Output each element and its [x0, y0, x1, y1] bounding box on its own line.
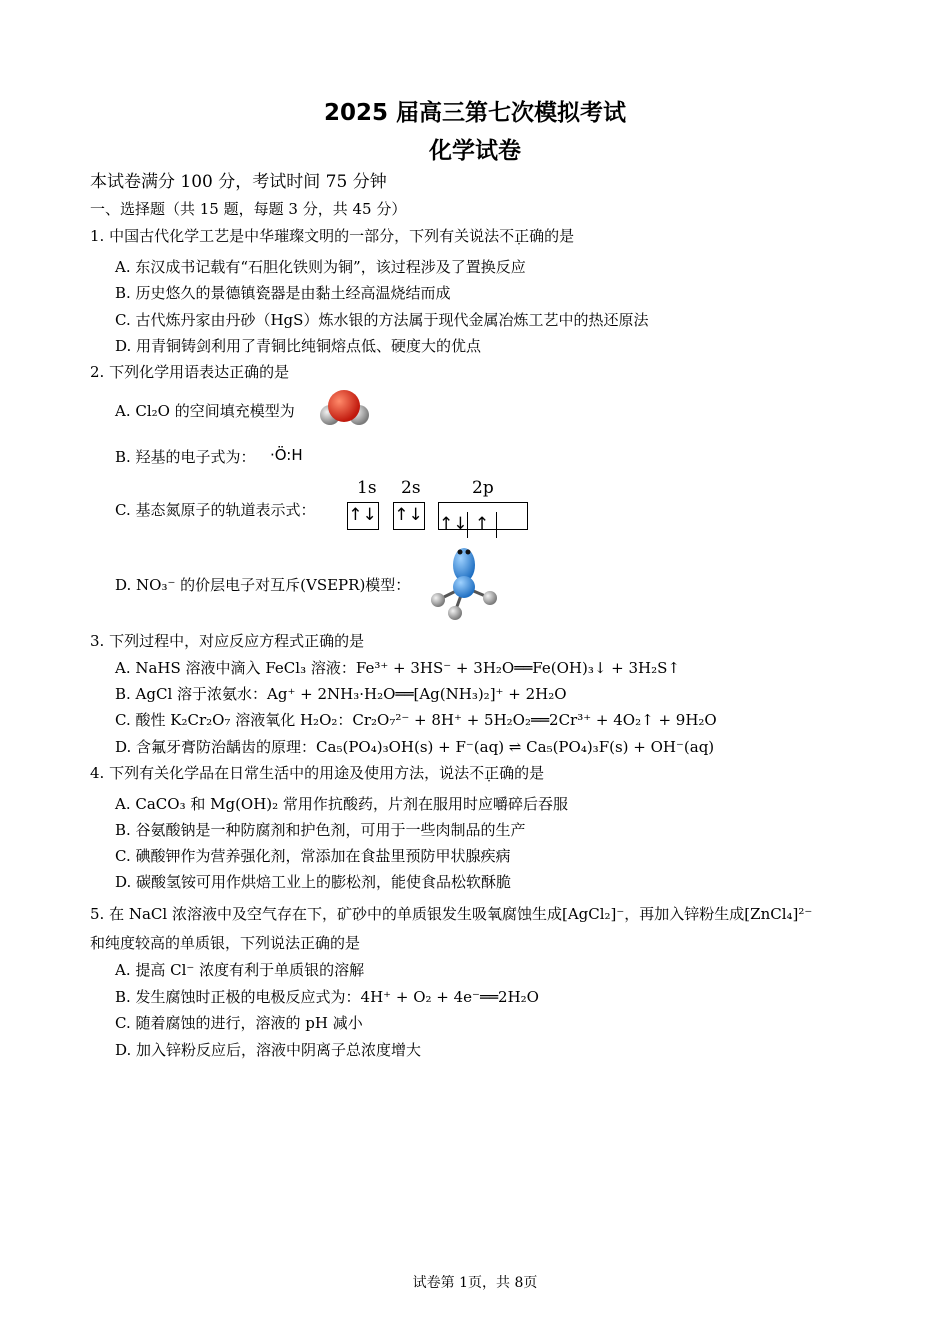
q4-option-d: D. 碳酸氢铵可用作烘焙工业上的膨松剂，能使食品松软酥脆	[115, 873, 512, 891]
q4-option-c: C. 碘酸钾作为营养强化剂，常添加在食盐里预防甲状腺疾病	[115, 847, 511, 865]
orbital-2p-2: ↑	[468, 512, 497, 538]
exam-meta: 本试卷满分 100 分，考试时间 75 分钟	[90, 172, 387, 192]
q1-option-a: A. 东汉成书记载有“石胆化铁则为铜”，该过程涉及了置换反应	[115, 258, 526, 276]
orbital-box-2p	[438, 502, 528, 534]
orbital-2p-1: ↑↓	[439, 512, 468, 538]
q3-option-b: B. AgCl 溶于浓氨水：Ag⁺ + 2NH₃·H₂O══[Ag(NH₃)₂]⁺ + 2H₂O	[115, 685, 567, 703]
orbital-2s-electrons: ↑↓	[394, 505, 423, 525]
q5-stem-line1: 5. 在 NaCl 浓溶液中及空气存在下，矿砂中的单质银发生吸氧腐蚀生成[AgCl₂]⁻，再加入锌粉生成[ZnCl₄]²⁻	[90, 905, 813, 923]
q2-option-c: C. 基态氮原子的轨道表示式：	[115, 501, 316, 519]
vsepr-model-image	[426, 543, 502, 623]
q2-option-b: B. 羟基的电子式为：	[115, 448, 256, 466]
page-footer: 试卷第 1页，共 8页	[412, 1275, 538, 1291]
exam-title: 2025 届高三第七次模拟考试	[323, 100, 627, 126]
q3-stem: 3. 下列过程中，对应反应方程式正确的是	[90, 632, 365, 650]
q2-stem: 2. 下列化学用语表达正确的是	[90, 363, 290, 381]
q5-option-a: A. 提高 Cl⁻ 浓度有利于单质银的溶解	[115, 961, 365, 979]
q2-option-a: A. Cl₂O 的空间填充模型为	[115, 402, 295, 420]
orbital-box-1s	[347, 502, 379, 530]
q1-option-d: D. 用青铜铸剑利用了青铜比纯铜熔点低、硬度大的优点	[115, 337, 482, 355]
q5-option-b: B. 发生腐蚀时正极的电极反应式为：4H⁺ + O₂ + 4e⁻══2H₂O	[115, 988, 539, 1006]
orbital-box-2s	[393, 502, 425, 530]
orbital-1s-electrons: ↑↓	[348, 505, 377, 525]
q4-option-b: B. 谷氨酸钠是一种防腐剂和护色剂，可用于一些肉制品的生产	[115, 821, 526, 839]
q1-stem: 1. 中国古代化学工艺是中华璀璨文明的一部分，下列有关说法不正确的是	[90, 227, 575, 245]
orbital-label-1s: 1s	[357, 478, 377, 498]
orbital-label-2s: 2s	[401, 478, 421, 498]
q2-option-d: D. NO₃⁻ 的价层电子对互斥(VSEPR)模型：	[115, 576, 411, 594]
exam-subtitle: 化学试卷	[429, 138, 521, 164]
q1-option-b: B. 历史悠久的景德镇瓷器是由黏土经高温烧结而成	[115, 284, 451, 302]
q1-option-c: C. 古代炼丹家由丹砂（HgS）炼水银的方法属于现代金属冶炼工艺中的热还原法	[115, 311, 649, 329]
q3-option-a: A. NaHS 溶液中滴入 FeCl₃ 溶液：Fe³⁺ + 3HS⁻ + 3H₂O══Fe(OH)₃↓ + 3H₂S↑	[115, 659, 680, 677]
cl2o-space-filling-model	[318, 387, 372, 429]
orbital-2p-3	[497, 503, 526, 529]
q3-option-c: C. 酸性 K₂Cr₂O₇ 溶液氧化 H₂O₂：Cr₂O₇²⁻ + 8H⁺ + 5H₂O₂══2Cr³⁺ + 4O₂↑ + 9H₂O	[115, 711, 717, 729]
q4-stem: 4. 下列有关化学品在日常生活中的用途及使用方法，说法不正确的是	[90, 764, 545, 782]
orbital-label-2p: 2p	[472, 478, 494, 498]
q5-option-c: C. 随着腐蚀的进行，溶液的 pH 减小	[115, 1014, 363, 1032]
hydroxyl-electron-formula: ·Ö:H	[270, 446, 303, 464]
q5-stem-line2: 和纯度较高的单质银，下列说法正确的是	[90, 934, 361, 952]
q4-option-a: A. CaCO₃ 和 Mg(OH)₂ 常用作抗酸药，片剂在服用时应嚼碎后吞服	[115, 795, 568, 813]
q3-option-d: D. 含氟牙膏防治龋齿的原理：Ca₅(PO₄)₃OH(s) + F⁻(aq) ⇌ Ca₅(PO₄)₃F(s) + OH⁻(aq)	[115, 738, 715, 756]
section-heading: 一、选择题（共 15 题，每题 3 分，共 45 分）	[90, 200, 407, 218]
q5-option-d: D. 加入锌粉反应后，溶液中阴离子总浓度增大	[115, 1041, 422, 1059]
